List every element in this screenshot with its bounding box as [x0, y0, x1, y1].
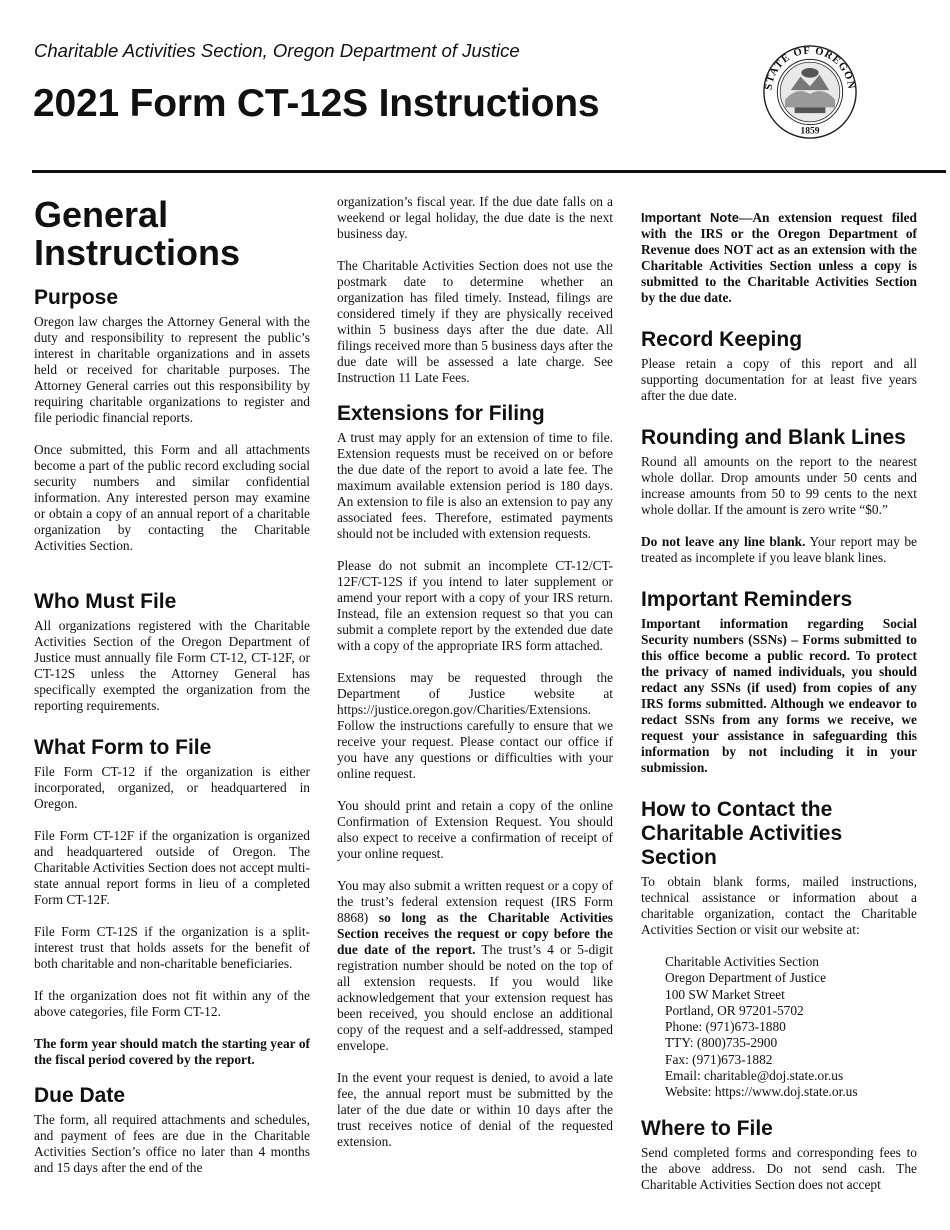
heading-purpose: Purpose	[34, 286, 119, 309]
phone-line: Phone: (971)673-1880	[665, 1019, 786, 1035]
address-line: Oregon Department of Justice	[665, 970, 827, 986]
paragraph: Send completed forms and corresponding fees to the above address. Do not send cash. The Charitable Activities Section does not accept	[641, 1144, 917, 1192]
column-right	[641, 210, 917, 1193]
page-title: 2021 Form CT-12S Instructions	[33, 82, 600, 125]
paragraph: Please retain a copy of this report and all supporting documentation for at least five years after the due date.	[641, 356, 917, 403]
paragraph: organization’s fiscal year. If the due date falls on a weekend or legal holiday, the due date is the next business day.	[337, 194, 613, 241]
heading-who-must-file: Who Must File	[34, 590, 177, 613]
paragraph: All organizations registered with the Charitable Activities Section of the Oregon Department of Justice must annually file Form CT-12, CT-12F, or CT-12S unless the Attorney General has specifically exempted the organization from the reporting requirements.	[34, 618, 310, 713]
paragraph: Please do not submit an incomplete CT-12/CT-12F/CT-12S if you intend to later supplement or amend your report with a copy of your IRS return. Instead, file an extension request so that you can submit a complete report by the extended due date with a copy of the appropriate IRS form attached.	[337, 558, 613, 653]
heading-where-to-file: Where to File	[641, 1116, 773, 1140]
address-line: 100 SW Market Street	[665, 986, 785, 1002]
heading-what-form: What Form to File	[34, 736, 212, 759]
seal-text: STATE OF OREGON	[763, 45, 857, 91]
header-divider	[32, 170, 946, 173]
text-run: You may also submit a written request or a copy of the trust’s federal extension request (IRS Form 8868)	[337, 878, 613, 925]
paragraph: File Form CT-12S if the organization is a split-interest trust that holds assets for the benefit of both charitable and non-charitable beneficiaries.	[34, 924, 310, 971]
heading-record-keeping: Record Keeping	[641, 328, 803, 351]
paragraph: Once submitted, this Form and all attachments become a part of the public record excluding social security numbers and similar confidential information. Any interested person may examine or obtain a copy of an annual report of a charitable organization by contacting the Charitable Activities Section.	[34, 442, 310, 553]
section-heading-general: General Instructions	[34, 194, 241, 273]
heading-extensions: Extensions for Filing	[337, 402, 545, 425]
paragraph: Extensions may be requested through the Department of Justice website at https://justice.oregon.gov/Charities/Extensions. Follow the instructions carefully to ensure that we receive your request. Please contact our office if you have any questions or difficulties with your online request.	[337, 670, 613, 781]
paragraph-bold: The form year should match the starting year of the fiscal period covered by the report.	[34, 1036, 310, 1067]
paragraph: The Charitable Activities Section does not use the postmark date to determine whether an organization has filed timely. Instead, filings are considered timely if they are physically received within 5 business days after the due date. All filings received more than 5 business days after the due date will be assessed a late charge. See Instruction 11 Late Fees.	[337, 258, 613, 385]
paragraph: Oregon law charges the Attorney General with the duty and responsibility to represent the public’s interest in charitable organizations and in assets held or received for charitable purposes. The Attorney General carries out this responsibility by requiring charitable organizations to register and file periodic financial reports.	[34, 314, 310, 425]
heading-contact: How to Contact the Charitable Activities Section	[641, 798, 843, 869]
text-run-bold: so long as the Charitable Activities Section receives the request or copy before the due date of the report.	[337, 910, 613, 957]
text-run: Your report may be treated as incomplete if you leave blank lines.	[641, 534, 917, 565]
text-run-bold: Do not leave any line blank.	[641, 534, 806, 549]
email-line: Email: charitable@doj.state.or.us	[665, 1068, 844, 1084]
paragraph: In the event your request is denied, to avoid a late fee, the annual report must be submitted by the later of the due date or within 10 days after the trust receives notice of denial of the requested extension.	[337, 1070, 613, 1149]
heading-due-date: Due Date	[34, 1084, 126, 1107]
address-line: Charitable Activities Section	[665, 954, 819, 969]
fax-line: Fax: (971)673-1882	[665, 1051, 773, 1067]
tty-line: TTY: (800)735-2900	[665, 1035, 778, 1051]
paragraph: File Form CT-12F if the organization is organized and headquartered outside of Oregon. The Charitable Activities Section does not accept multi-state annual report forms in lieu of a completed Form CT-12F.	[34, 828, 310, 907]
paragraph: To obtain blank forms, mailed instructions, technical assistance or information about a charitable organization, contact the Charitable Activities Section or visit our website at:	[641, 874, 917, 937]
seal-year: 1859	[800, 125, 820, 137]
column-middle	[337, 194, 613, 1150]
note-text: —An extension request filed with the IRS or the Oregon Department of Revenue does NOT act as an extension with the Charitable Activities Section unless a copy is submitted to the Charitable Activities Section by the due date.	[641, 210, 917, 305]
website-line: Website: https://www.doj.state.or.us	[665, 1084, 858, 1100]
oregon-state-seal	[762, 44, 858, 140]
address-line: Portland, OR 97201-5702	[665, 1002, 804, 1018]
paragraph: A trust may apply for an extension of time to file. Extension requests must be received on or before the due date of the report to avoid a late fee. The maximum available extension period is 180 days. An extension to file is also an extension to pay any associated fees. Therefore, estimated payments should not be included with extension requests.	[337, 430, 613, 541]
paragraph	[641, 534, 917, 566]
column-left	[34, 196, 310, 1176]
paragraph: The form, all required attachments and schedules, and payment of fees are due in the Charitable Activities Section’s office no later than 4 months and 15 days after the end of the	[34, 1112, 310, 1175]
paragraph: If the organization does not fit within any of the above categories, file Form CT-12.	[34, 988, 310, 1019]
important-note	[641, 210, 917, 306]
paragraph: Round all amounts on the report to the nearest whole dollar. Drop amounts under 50 cents and increase amounts from 50 to 99 cents to the next whole dollar. If the amount is zero write “$0.”	[641, 454, 917, 517]
heading-reminders: Important Reminders	[641, 588, 853, 611]
contact-address	[665, 954, 917, 1101]
heading-rounding: Rounding and Blank Lines	[641, 426, 906, 449]
paragraph	[337, 878, 613, 1054]
text-run: The trust’s 4 or 5-digit registration number should be noted on the top of all extension requests. If you would like acknowledgement that your extension request has been received, you should enclose an additional copy of the request and a self-addressed, stamped envelope.	[337, 942, 614, 1053]
paragraph-bold: Important information regarding Social Security numbers (SSNs) – Forms submitted to this office become a public record. To protect the privacy of named individuals, you should redact any SSNs (if used) from copies of any IRS forms submitted. Although we endeavor to redact SSNs from any forms we receive, we request your assistance in safeguarding this information by not including it in your submission.	[641, 616, 917, 775]
paragraph: File Form CT-12 if the organization is either incorporated, organized, or headquartered in Oregon.	[34, 764, 310, 811]
department-line: Charitable Activities Section, Oregon Department of Justice	[34, 40, 520, 61]
paragraph: You should print and retain a copy of the online Confirmation of Extension Request. You should also expect to receive a confirmation of receipt of your online request.	[337, 798, 613, 861]
note-label: Important Note	[641, 210, 739, 225]
